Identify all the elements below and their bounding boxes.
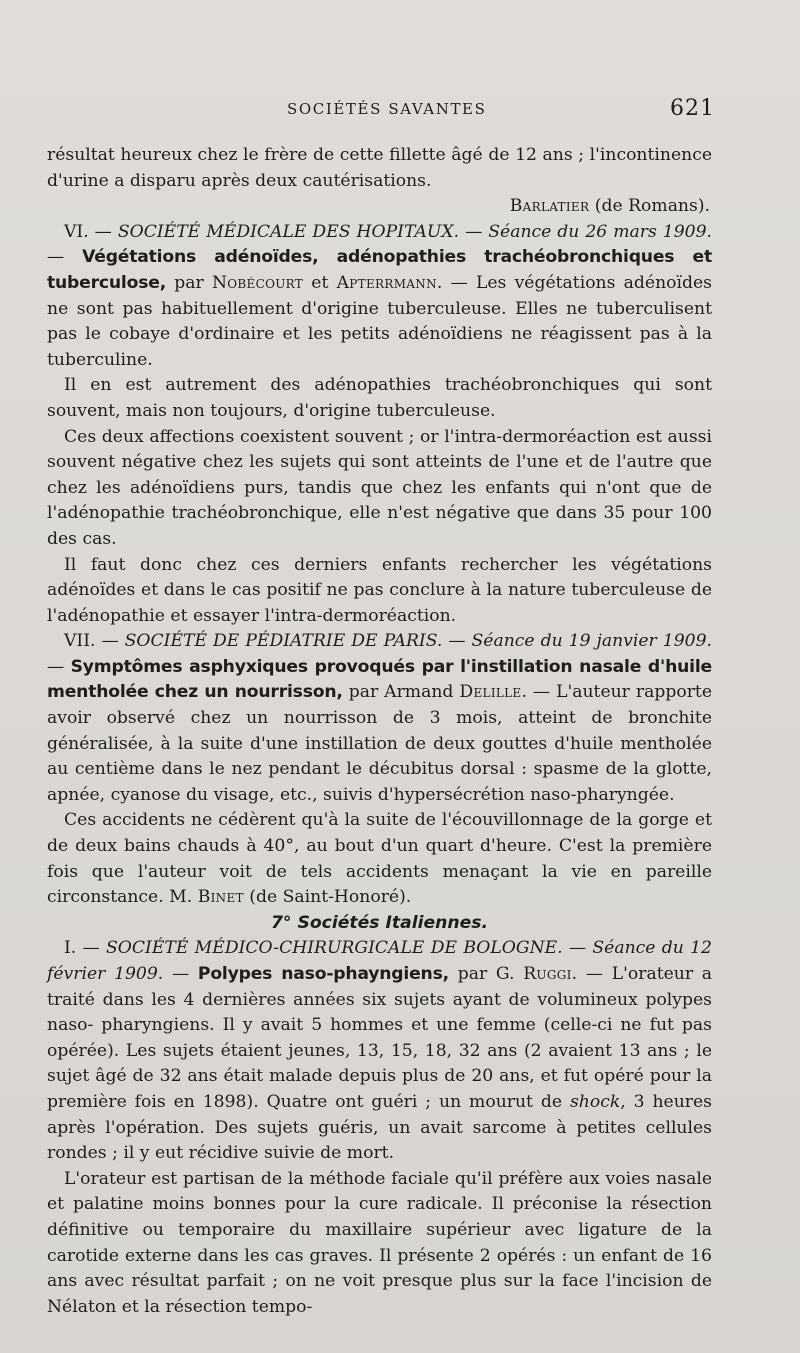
author-name: Ruggi	[523, 964, 572, 984]
paragraph: Il faut donc chez ces derniers enfants rechercher les végétations adénoïdes et dans le cas positif ne pas conclure à la nature tuberculeuse de l'adénopathie et essayer l'intra-dermoréaction.	[47, 554, 712, 626]
section-heading: 7° Sociétés Italiennes.	[270, 912, 489, 933]
seance-date: Séance du 26 mars 1909.	[488, 221, 712, 242]
seance-date: Séance du 19 janvier 1909.	[471, 631, 712, 652]
page-header	[0, 96, 800, 126]
running-head: SOCIÉTÉS SAVANTES	[287, 100, 487, 118]
seance-date: Séance du 12 février 1909.	[47, 938, 712, 984]
society-name: SOCIÉTÉ DE PÉDIATRIE DE PARIS.	[124, 631, 443, 652]
section-vi: VI. — SOCIÉTÉ MÉDICALE DES HOPITAUX. — Séance du 26 mars 1909. — Végétations adénoïdes, adénopathies trachéobronchiques et tuberculose, par Nobécourt et Apterrmann. — Les végétations adénoïdes ne sont pas habituellement d'origine tuberculeuse. Elles ne tuberculisent pas le cobaye d'ordinaire et les petits adénoïdiens ne réagissent pas à la tuberculine.	[47, 221, 713, 370]
author-name: Apterrmann	[336, 272, 437, 293]
paragraph-with-signature: Ces accidents ne cédèrent qu'à la suite de l'écouvillonnage de la gorge et de deux bains chauds à 40°, au bout d'un quart d'heure. C'est la première fois que l'auteur voit de tels accidents menaçant la vie en pareille circonstance. M. Binet (de Saint-Honoré).	[47, 810, 712, 908]
article-title: Polypes naso-phayngiens,	[197, 964, 449, 984]
article-title: Végétations adénoïdes, adénopathies trachéobronchiques et tuberculose,	[47, 247, 713, 293]
page-number: 621	[670, 96, 715, 121]
paragraph: Ces deux affections coexistent souvent ; or l'intra-dermoréaction est aussi souvent négative chez les sujets qui sont atteints de l'une et de l'autre que chez les adénoïdiens purs, tandis que chez les enfants qui n'ont que de l'adénopathie trachéobronchique, elle n'est négative que dans 35 pour 100 des cas.	[47, 426, 712, 549]
author-name: Delille	[459, 682, 522, 703]
signature-barlatier: Barlatier (de Romans).	[509, 196, 710, 217]
signature-binet: M. Binet (de Saint-Honoré).	[169, 887, 412, 908]
paragraph: Il en est autrement des adénopathies trachéobronchiques qui sont souvent, mais non toujours, d'origine tuberculeuse.	[47, 375, 712, 421]
society-name: SOCIÉTÉ MÉDICALE DES HOPITAUX.	[117, 221, 460, 242]
paragraph: L'orateur est partisan de la méthode faciale qu'il préfère aux voies nasale et palatine moins bonnes pour la cure radicale. Il préconise la résection définitive ou temporaire du maxillaire supérieur avec ligature de la carotide externe dans les cas graves. Il présente 2 opérés : un enfant de 16 ans avec résultat parfait ; on ne voit presque plus sur la face l'incision de Nélaton et la résection tempo-	[47, 1168, 712, 1317]
section-vii: VII. — SOCIÉTÉ DE PÉDIATRIE DE PARIS. — Séance du 19 janvier 1909. — Symptômes asphyxiques provoqués par l'instillation nasale d'huile mentholée chez un nourrisson, par Armand Delille. — L'auteur rapporte avoir observé chez un nourrisson de 3 mois, atteint de bronchite généralisée, à la suite d'une instillation de deux gouttes d'huile mentholée au centième dans le nez pendant le décubitus dorsal : spasme de la glotte, apnée, cyanose du visage, etc., suivis d'hypersécrétion naso-pharyngée.	[47, 631, 712, 805]
author-name: Nobécourt	[211, 272, 304, 293]
society-name: SOCIÉTÉ MÉDICO-CHIRURGICALE DE BOLOGNE.	[106, 938, 563, 959]
section-i: I. — SOCIÉTÉ MÉDICO-CHIRURGICALE DE BOLOGNE. — Séance du 12 février 1909. — Polypes naso-phayngiens, par G. Ruggi. — L'orateur a traité dans les 4 dernières années six sujets ayant de volumineux polypes naso- pharyngiens. Il y avait 5 hommes et une femme (celle-ci ne fut pas opérée). Les sujets étaient jeunes, 13, 15, 18, 32 ans (2 avaient 13 ans ; le sujet âgé de 32 ans était malade depuis plus de 20 ans, et fut opéré pour la première fois en 1898). Quatre ont guéri ; un mourut de shock, 3 heures après l'opération. Des sujets guéris, un avait sarcome à petites cellules rondes ; il y eut récidive suivie de mort.	[47, 938, 713, 1164]
article-title: Symptômes asphyxiques provoqués par l'instillation nasale d'huile mentholée chez un nourrisson,	[47, 656, 712, 703]
paragraph-continuation: résultat heureux chez le frère de cette fillette âgé de 12 ans ; l'incontinence d'urine a disparu après deux cautérisations.	[47, 145, 712, 191]
body-text	[47, 143, 712, 1320]
